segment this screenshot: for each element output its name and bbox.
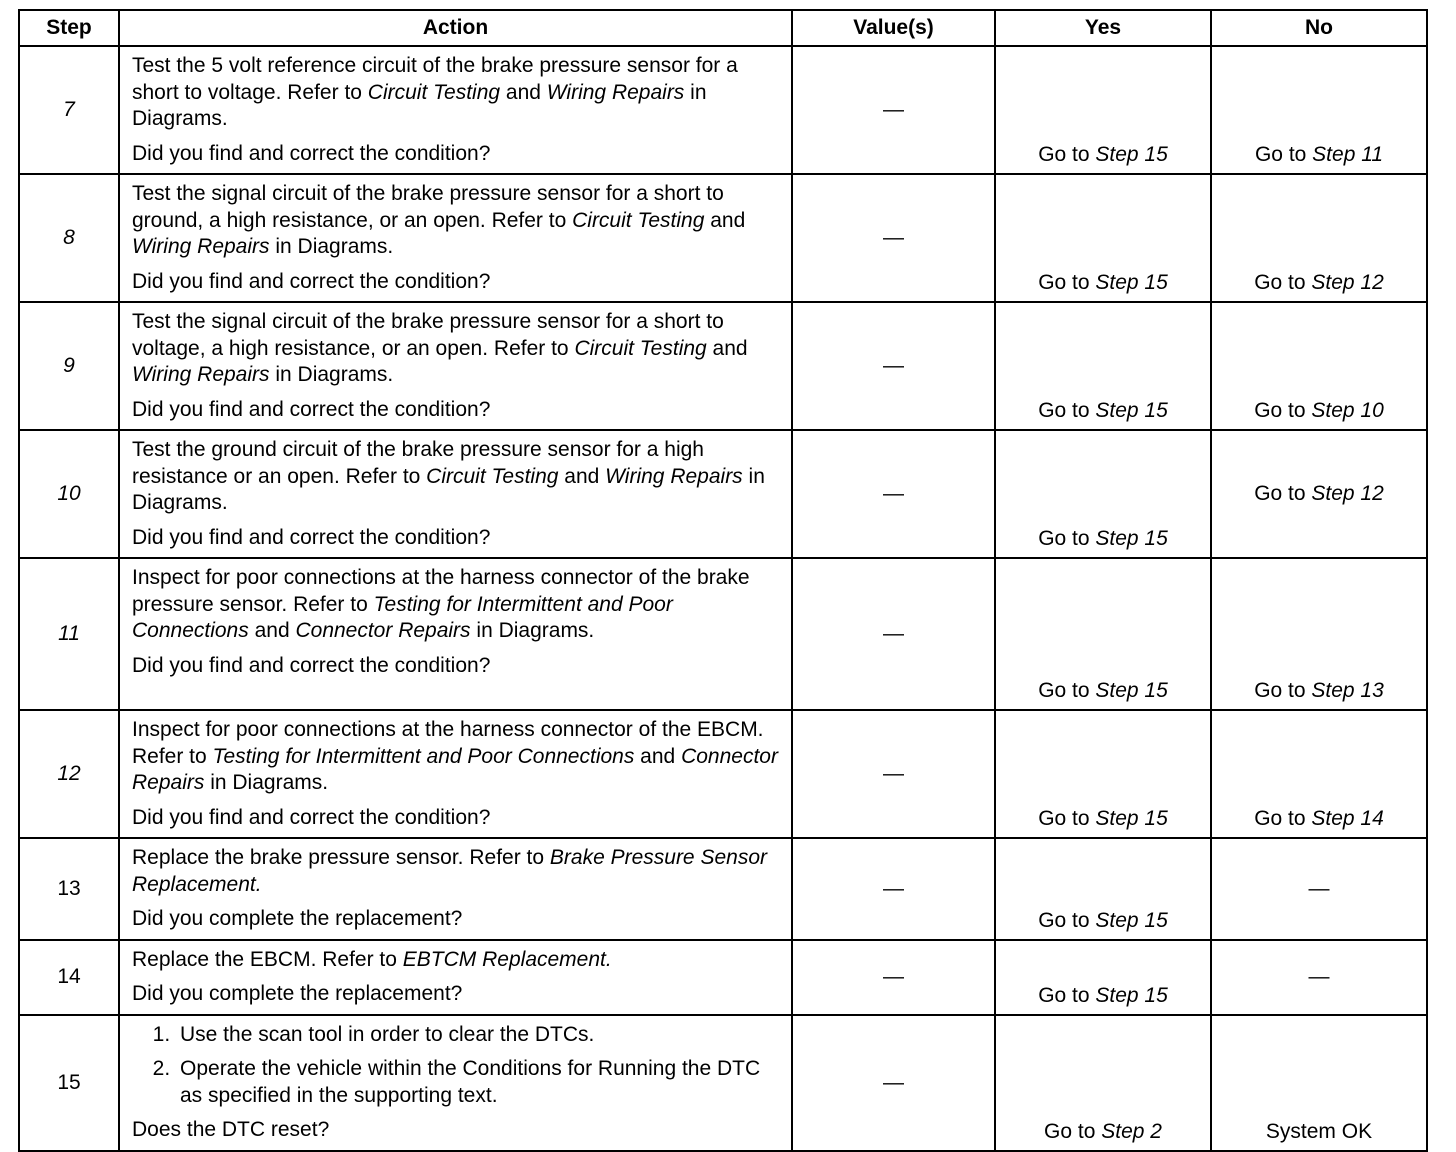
- goto-prefix: Go to: [1254, 482, 1312, 505]
- action-segment: Replace the brake pressure sensor. Refer to: [132, 846, 550, 869]
- no-cell: [1211, 46, 1427, 174]
- action-segment: and: [704, 208, 746, 232]
- goto-step: Step 12: [1311, 482, 1384, 505]
- reference-link: Connector Repairs: [132, 744, 778, 794]
- goto-step: Step 15: [1095, 399, 1168, 422]
- goto-step: Step 15: [1095, 143, 1168, 166]
- yes-cell: [995, 710, 1211, 838]
- goto-step: Step 15: [1095, 271, 1168, 294]
- action-list-item: 2. Operate the vehicle within the Conditions for Running the DTC as specified in the supporting text.: [176, 1056, 783, 1109]
- goto-step: Step 15: [1095, 679, 1168, 702]
- action-cell: [119, 558, 792, 710]
- goto-step: Step 12: [1311, 271, 1384, 294]
- action-text: [132, 309, 783, 389]
- table-row: [19, 940, 1427, 1015]
- yes-cell: [995, 838, 1211, 940]
- goto-prefix: Go to: [1254, 679, 1312, 702]
- goto-prefix: Go to: [1038, 271, 1096, 294]
- action-segment: in Diagrams.: [132, 464, 765, 514]
- action-segment: Test the ground circuit of the brake pressure sensor for a high resistance or an open. Refer to: [132, 438, 704, 488]
- header-no: No: [1211, 10, 1427, 46]
- yes-cell: [995, 1015, 1211, 1151]
- action-segment: and: [558, 464, 606, 488]
- action-cell: [119, 46, 792, 174]
- goto-prefix: Go to: [1254, 399, 1312, 422]
- action-list-item: 1. Use the scan tool in order to clear the DTCs.: [176, 1022, 783, 1049]
- action-question: Did you find and correct the condition?: [132, 269, 491, 293]
- no-cell: —: [1211, 940, 1427, 1015]
- reference-link: Circuit Testing: [574, 336, 707, 360]
- goto-prefix: Go to: [1254, 271, 1312, 294]
- action-segment: and: [706, 336, 748, 360]
- table-row: [19, 46, 1427, 174]
- action-question: Did you complete the replacement?: [132, 907, 463, 930]
- yes-cell: [995, 46, 1211, 174]
- reference-link: Wiring Repairs: [132, 235, 270, 258]
- action-segment: Inspect for poor connections at the harness connector of the brake pressure sensor. Refer to: [132, 566, 750, 616]
- values-cell: —: [792, 174, 995, 302]
- action-segment: Inspect for poor connections at the harness connector of the EBCM. Refer to: [132, 718, 764, 768]
- header-row: [19, 10, 1427, 46]
- goto-step: Step 11: [1312, 143, 1384, 166]
- step-cell: 15: [19, 1015, 119, 1151]
- action-cell: [119, 1015, 792, 1151]
- action-question: Did you complete the replacement?: [132, 982, 463, 1005]
- action-question: Did you find and correct the condition?: [132, 141, 491, 165]
- reference-link: Wiring Repairs: [132, 363, 270, 386]
- action-cell: [119, 302, 792, 430]
- values-cell: —: [792, 940, 995, 1015]
- yes-cell: [995, 940, 1211, 1015]
- table-row: [19, 302, 1427, 430]
- action-question: Did you find and correct the condition?: [132, 805, 491, 829]
- table-row: [19, 710, 1427, 838]
- table-row: [19, 430, 1427, 558]
- action-text: [132, 717, 783, 797]
- goto-prefix: Go to: [1038, 143, 1096, 166]
- reference-link: Wiring Repairs: [605, 464, 743, 488]
- action-segment: Test the signal circuit of the brake pressure sensor for a short to voltage, a high resistance, or an open. Refer to: [132, 310, 724, 360]
- reference-link: Wiring Repairs: [546, 80, 685, 104]
- table-row: [19, 838, 1427, 940]
- reference-link: Circuit Testing: [367, 80, 501, 104]
- action-question: Does the DTC reset?: [132, 1118, 330, 1141]
- action-text: [132, 53, 783, 133]
- no-cell: [1211, 430, 1427, 558]
- goto-step: Step 2: [1101, 1119, 1162, 1143]
- action-cell: [119, 838, 792, 940]
- goto-prefix: Go to: [1038, 399, 1096, 422]
- goto-prefix: Go to: [1038, 807, 1096, 830]
- action-segment: in Diagrams.: [132, 80, 707, 130]
- action-question: Did you find and correct the condition?: [132, 525, 491, 549]
- goto-prefix: Go to: [1254, 143, 1313, 166]
- goto-step: Step 14: [1311, 807, 1384, 830]
- action-segment: Test the 5 volt reference circuit of the brake pressure sensor for a short to voltage. Refer to: [132, 54, 738, 104]
- goto-prefix: Go to: [1038, 983, 1096, 1007]
- header-step: Step: [19, 10, 119, 46]
- action-cell: [119, 174, 792, 302]
- step-cell: 10: [19, 430, 119, 558]
- header-yes: Yes: [995, 10, 1211, 46]
- action-segment: in Diagrams.: [269, 235, 394, 258]
- action-question: Did you find and correct the condition?: [132, 397, 491, 421]
- goto-step: Step 13: [1311, 679, 1384, 702]
- table-row: [19, 174, 1427, 302]
- values-cell: —: [792, 710, 995, 838]
- action-cell: [119, 710, 792, 838]
- values-cell: —: [792, 558, 995, 710]
- values-cell: —: [792, 838, 995, 940]
- action-segment: and: [634, 744, 682, 768]
- goto-prefix: Go to: [1044, 1119, 1102, 1143]
- values-cell: —: [792, 430, 995, 558]
- no-cell: —: [1211, 838, 1427, 940]
- action-text: [132, 181, 783, 261]
- step-cell: 8: [19, 174, 119, 302]
- action-segment: Test the signal circuit of the brake pressure sensor for a short to ground, a high resistance, or an open. Refer to: [132, 182, 724, 232]
- values-cell: —: [792, 1015, 995, 1151]
- header-values: Value(s): [792, 10, 995, 46]
- yes-cell: [995, 302, 1211, 430]
- action-question: Did you find and correct the condition?: [132, 653, 491, 677]
- no-cell: [1211, 174, 1427, 302]
- diagnostic-table: [18, 9, 1428, 1152]
- action-list: [132, 1022, 783, 1110]
- action-segment: in Diagrams.: [204, 771, 329, 794]
- action-segment: and: [500, 80, 547, 104]
- goto-prefix: Go to: [1254, 807, 1312, 830]
- step-cell: 7: [19, 46, 119, 174]
- reference-link: EBTCM Replacement.: [402, 947, 612, 971]
- table-body: [19, 46, 1427, 1151]
- goto-step: Step 15: [1095, 807, 1168, 830]
- action-segment: Replace the EBCM. Refer to: [132, 947, 403, 971]
- reference-link: Brake Pressure Sensor Replacement.: [132, 846, 767, 896]
- step-cell: 9: [19, 302, 119, 430]
- action-text: [132, 565, 783, 645]
- goto-step: Step 15: [1095, 527, 1168, 550]
- action-segment: in Diagrams.: [269, 363, 394, 386]
- step-cell: 11: [19, 558, 119, 710]
- step-cell: 14: [19, 940, 119, 1015]
- no-cell: [1211, 302, 1427, 430]
- reference-link: Testing for Intermittent and Poor Connections: [132, 592, 673, 642]
- table-row: [19, 558, 1427, 710]
- action-segment: in Diagrams.: [470, 619, 595, 642]
- action-segment: and: [248, 619, 296, 642]
- reference-link: Testing for Intermittent and Poor Connections: [212, 744, 635, 768]
- goto-step: Step 15: [1095, 983, 1168, 1007]
- no-cell: [1211, 710, 1427, 838]
- no-cell: [1211, 558, 1427, 710]
- values-cell: —: [792, 302, 995, 430]
- action-cell: [119, 940, 792, 1015]
- table-row: [19, 1015, 1427, 1151]
- yes-cell: [995, 558, 1211, 710]
- goto-step: Step 15: [1095, 908, 1168, 932]
- yes-cell: [995, 430, 1211, 558]
- goto-prefix: Go to: [1038, 527, 1096, 550]
- action-cell: [119, 430, 792, 558]
- action-text: [132, 947, 783, 974]
- header-action: Action: [119, 10, 792, 46]
- no-cell: System OK: [1211, 1015, 1427, 1151]
- reference-link: Circuit Testing: [426, 464, 559, 488]
- reference-link: Circuit Testing: [572, 208, 705, 232]
- goto-step: Step 10: [1311, 399, 1384, 422]
- step-cell: 12: [19, 710, 119, 838]
- goto-prefix: Go to: [1038, 908, 1096, 932]
- action-text: [132, 845, 783, 898]
- values-cell: —: [792, 46, 995, 174]
- action-text: [132, 437, 783, 517]
- goto-prefix: Go to: [1038, 679, 1096, 702]
- step-cell: 13: [19, 838, 119, 940]
- yes-cell: [995, 174, 1211, 302]
- reference-link: Connector Repairs: [295, 619, 471, 642]
